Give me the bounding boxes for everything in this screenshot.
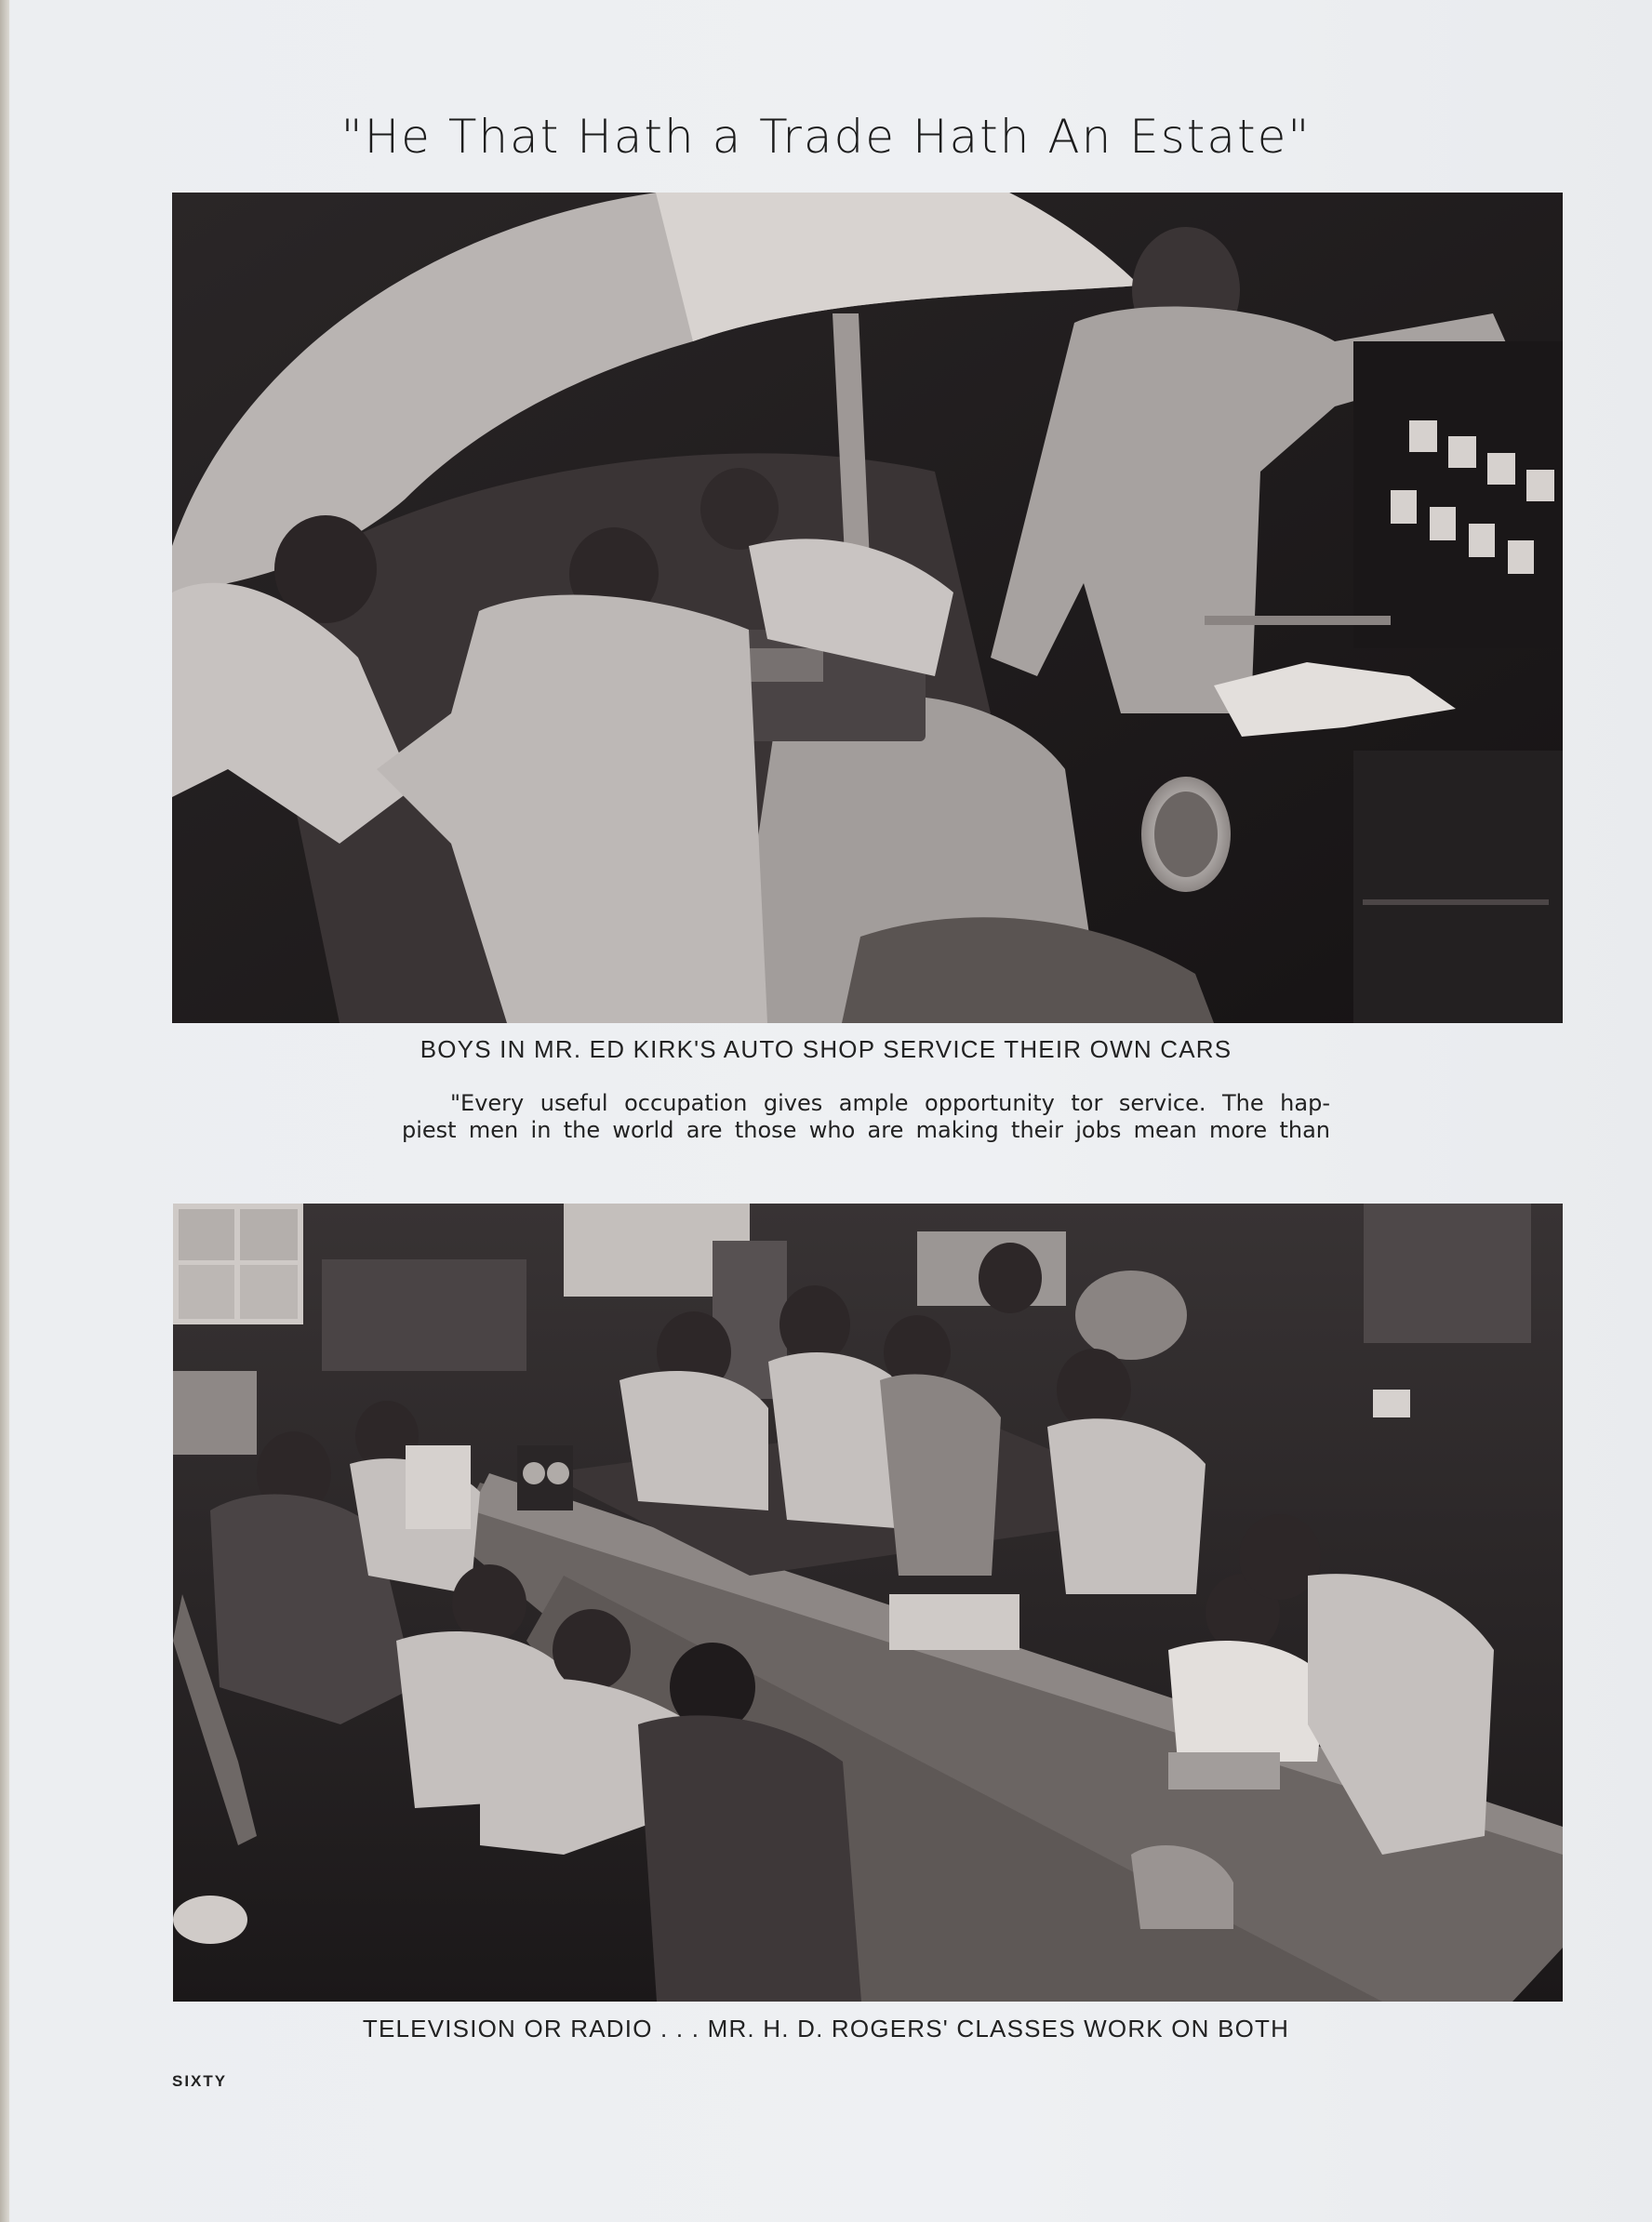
binding-edge	[0, 0, 9, 2222]
page-number: SIXTY	[172, 2072, 228, 2090]
radio-class-photo	[173, 1204, 1563, 2002]
auto-shop-caption: BOYS IN MR. ED KIRK'S AUTO SHOP SERVICE THEIR OWN CARS	[420, 1035, 1232, 1063]
quote-line: "Every useful occupation gives ample opportunity tor service. The hap-	[450, 1090, 1330, 1116]
page-title: "He That Hath a Trade Hath An Estate"	[340, 110, 1312, 164]
quote-paragraph	[402, 1090, 1330, 1144]
quote-line: piest men in the world are those who are making their jobs mean more than	[402, 1117, 1330, 1143]
radio-class-caption: TELEVISION OR RADIO . . . MR. H. D. ROGERS' CLASSES WORK ON BOTH	[362, 2015, 1290, 2042]
auto-shop-photo	[172, 193, 1563, 1023]
